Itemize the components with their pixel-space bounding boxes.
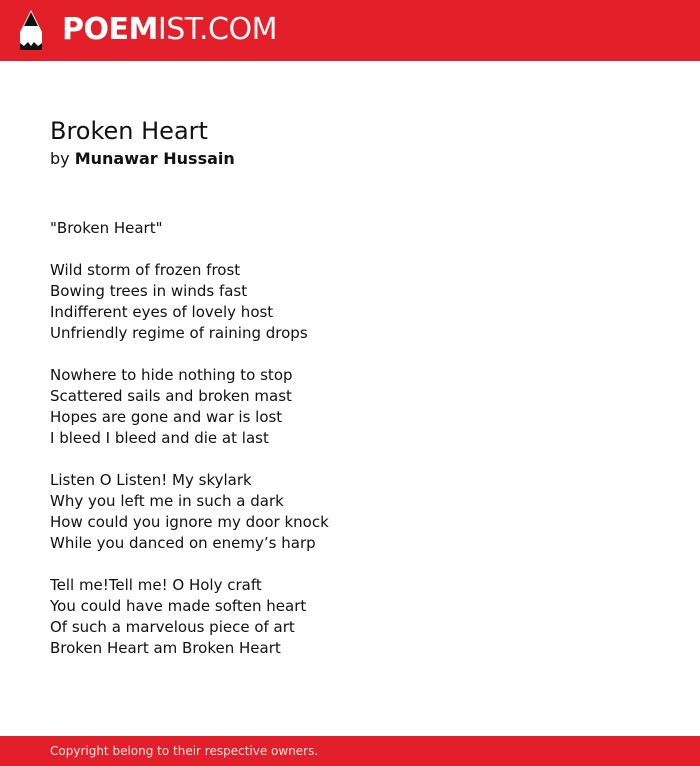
poem-line: Listen O Listen! My skylark [50, 471, 252, 489]
poem-body [50, 218, 670, 659]
site-footer [0, 736, 700, 766]
poem-line: You could have made soften heart [50, 597, 307, 615]
poem-line: Bowing trees in winds fast [50, 282, 248, 300]
stanza [50, 260, 670, 344]
poem-line: Of such a marvelous piece of art [50, 618, 295, 636]
poem-line: How could you ignore my door knock [50, 513, 329, 531]
site-logo[interactable] [62, 13, 277, 47]
poem-line: Unfriendly regime of raining drops [50, 324, 308, 342]
poem-line: Wild storm of frozen frost [50, 261, 241, 279]
poem-line: "Broken Heart" [50, 219, 163, 237]
poem-line: Indifferent eyes of lovely host [50, 303, 274, 321]
author-name: Munawar Hussain [74, 149, 235, 168]
stanza [50, 218, 670, 239]
site-header [0, 0, 700, 61]
logo-bold-text: POEM [62, 12, 158, 47]
poem-line: Nowhere to hide nothing to stop [50, 366, 293, 384]
poem-line: While you danced on enemy’s harp [50, 534, 316, 552]
poem-title: Broken Heart [50, 117, 208, 145]
poem-line: Scattered sails and broken mast [50, 387, 292, 405]
pencil-tip-icon [18, 10, 44, 50]
poem-line: Why you left me in such a dark [50, 492, 284, 510]
poem-content [50, 115, 670, 659]
stanza [50, 365, 670, 449]
by-label: by [50, 149, 70, 168]
copyright-text: Copyright belong to their respective owners. [50, 744, 319, 758]
poem-line: Tell me!Tell me! O Holy craft [50, 576, 262, 594]
stanza [50, 470, 670, 554]
byline [50, 148, 670, 170]
poem-line: Hopes are gone and war is lost [50, 408, 283, 426]
poem-line: I bleed I bleed and die at last [50, 429, 269, 447]
logo-light-text: IST.COM [157, 12, 277, 47]
stanza [50, 575, 670, 659]
poem-line: Broken Heart am Broken Heart [50, 639, 281, 657]
